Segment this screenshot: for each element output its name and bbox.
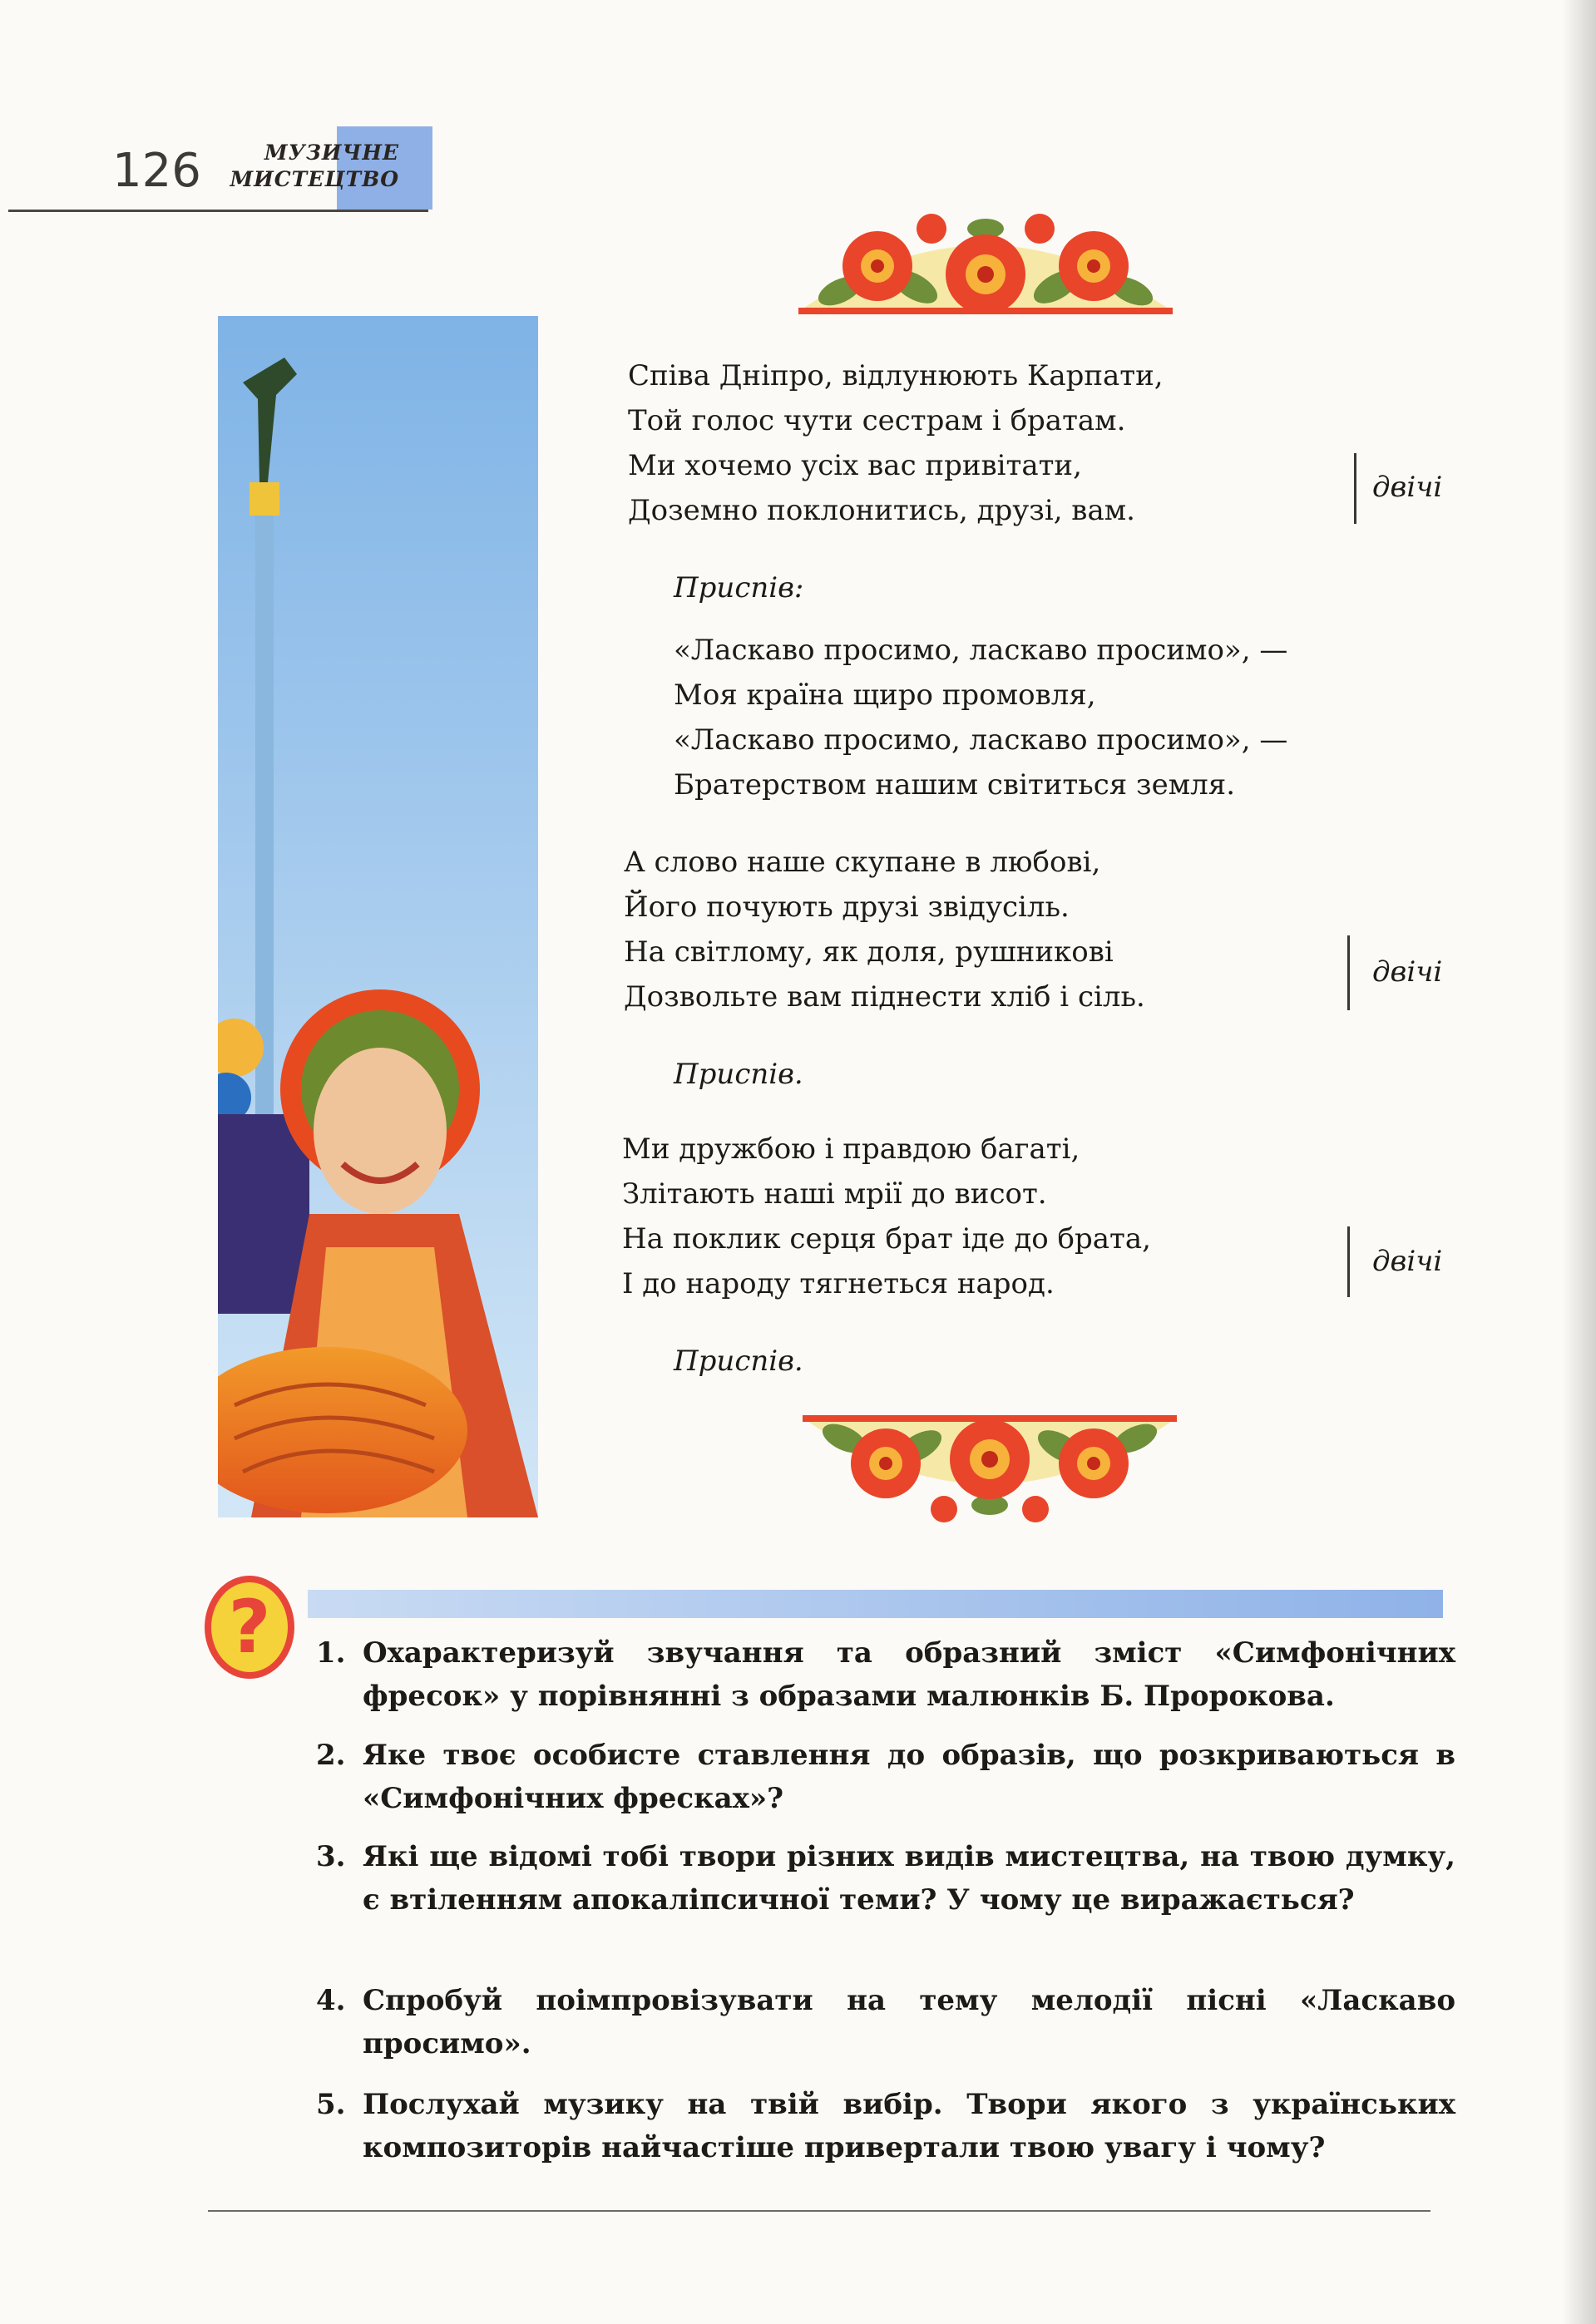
repeat-bracket-3: [1347, 1226, 1350, 1297]
chorus-label-3: Приспів.: [674, 1345, 803, 1378]
question-4: [316, 1979, 1455, 2065]
photo-independence-monument-woman-icon: [218, 316, 538, 1517]
verse3-line-1: Ми дружбою і правдою багаті,: [622, 1132, 1080, 1166]
verse1-line-2: Той голос чути сестрам і братам.: [628, 404, 1126, 437]
repeat-bracket-1: [1354, 453, 1356, 524]
question-1-text: Охарактеризуй звучання та образний зміст «Симфонічних фресок» у порівнянні з образами малюнків Б. Пророкова.: [363, 1636, 1455, 1713]
question-3-number: 3.: [316, 1840, 346, 1873]
verse2-line-4: Дозвольте вам піднести хліб і сіль.: [624, 980, 1145, 1014]
chorus-label: Приспів:: [674, 571, 804, 604]
question-1: [316, 1631, 1455, 1718]
question-5-text: Послухай музику на твій вибір. Твори якого з українських композиторів найчастіше привертали твою увагу і чому?: [363, 2088, 1455, 2164]
subject-line-2: МИСТЕЦТВО: [230, 167, 399, 191]
petrykivka-ornament-bottom-icon: [794, 1414, 1185, 1534]
question-2-number: 2.: [316, 1739, 346, 1772]
subject-title: [212, 140, 399, 193]
question-5-number: 5.: [316, 2088, 346, 2121]
question-3-text: Які ще відомі тобі твори різних видів мистецтва, на твою думку, є втіленням апокаліпсичної теми? У чому це виражається?: [363, 1840, 1455, 1917]
question-2-text: Яке твоє особисте ставлення до образів, що розкриваються в «Симфонічних фресках»?: [363, 1739, 1455, 1815]
question-4-text: Спробуй поімпровізувати на тему мелодії пісні «Ласкаво просимо».: [363, 1984, 1455, 2060]
question-1-number: 1.: [316, 1636, 346, 1670]
repeat-label-3: двічі: [1372, 1245, 1443, 1278]
chorus-line-3: «Ласкаво просимо, ласкаво просимо», —: [674, 723, 1288, 757]
repeat-label-2: двічі: [1372, 955, 1443, 989]
chorus-line-4: Братерством нашим світиться земля.: [674, 768, 1236, 802]
header-rule: [8, 210, 428, 212]
repeat-bracket-2: [1347, 935, 1350, 1010]
verse1-line-4: Доземно поклонитись, друзі, вам.: [628, 494, 1135, 527]
verse1-line-3: Ми хочемо усіх вас привітати,: [628, 449, 1082, 482]
question-2: [316, 1734, 1455, 1820]
verse2-line-3: На світлому, як доля, рушникові: [624, 935, 1114, 969]
verse3-line-2: Злітають наші мрії до висот.: [622, 1177, 1047, 1211]
question-mark-glyph: ?: [228, 1584, 271, 1670]
question-4-number: 4.: [316, 1984, 346, 2017]
verse3-line-3: На поклик серця брат іде до брата,: [622, 1222, 1151, 1256]
verse1-line-1: Співа Дніпро, відлунюють Карпати,: [628, 359, 1164, 392]
verse2-line-2: Його почують друзі звідусіль.: [624, 891, 1070, 924]
chorus-line-1: «Ласкаво просимо, ласкаво просимо», —: [674, 634, 1288, 667]
page-number: 126: [112, 144, 201, 198]
verse3-line-4: І до народу тягнеться народ.: [622, 1267, 1055, 1300]
chorus-label-2: Приспів.: [674, 1058, 803, 1091]
footer-rule: [208, 2210, 1430, 2212]
questions-header-band: [308, 1590, 1443, 1618]
verse2-line-1: А слово наше скупане в любові,: [624, 846, 1101, 879]
question-3: [316, 1835, 1455, 1922]
question-mark-icon: [204, 1576, 295, 1680]
repeat-label-1: двічі: [1372, 471, 1443, 504]
page-edge-shadow: [1563, 0, 1596, 2324]
question-5: [316, 2083, 1455, 2169]
subject-line-1: МУЗИЧНЕ: [264, 141, 399, 165]
petrykivka-ornament-top-icon: [790, 195, 1181, 316]
chorus-line-2: Моя країна щиро промовля,: [674, 678, 1096, 712]
